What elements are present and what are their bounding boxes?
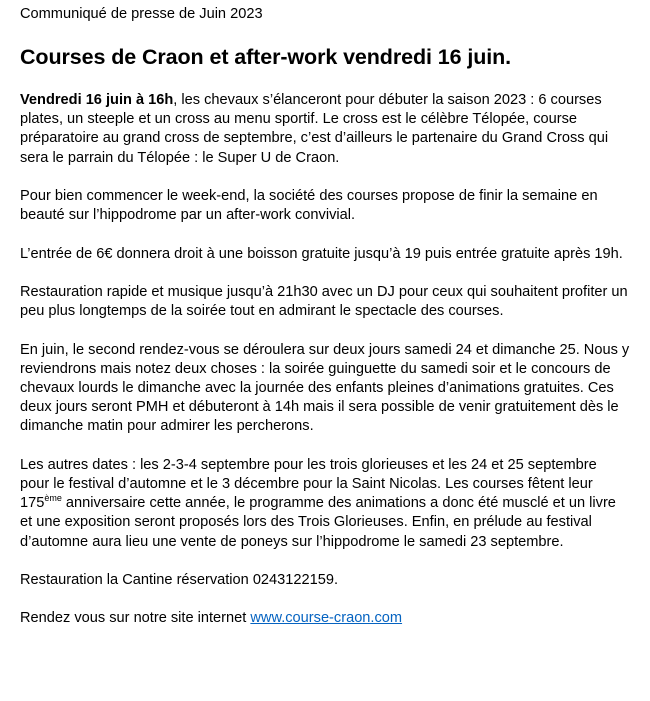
paragraph-vendredi xyxy=(20,91,630,168)
paragraph-vendredi-bold: Vendredi 16 juin à 16h xyxy=(20,92,174,108)
paragraph-autres-dates-part1: Les autres dates : les 2-3-4 septembre pour les trois glorieuses et les 24 et 25 septembre pour le festival d’automne et le 3 décembre pour la Saint Nicolas. Les courses fêtent leur 175 xyxy=(20,456,597,512)
press-release-body xyxy=(20,91,630,629)
paragraph-autres-dates xyxy=(20,456,630,552)
paragraph-restauration-musique: Restauration rapide et musique jusqu’à 21h30 avec un DJ pour ceux qui souhaitent profiter un peu plus longtemps de la soirée tout en admirant le spectacle des courses. xyxy=(20,283,628,320)
paragraph-autres-dates-part2: anniversaire cette année, le programme des animations a donc été musclé et un livre et une exposition seront proposés lors des Trois Glorieuses. Enfin, en prélude au festival d’automne aura lieu une vente de poneys sur l’hippodrome le samedi 23 septembre. xyxy=(20,495,616,550)
website-link[interactable]: www.course-craon.com xyxy=(250,610,403,627)
paragraph-juin: En juin, le second rendez-vous se déroulera sur deux jours samedi 24 et dimanche 25. Nous y reviendrons mais notez deux choses : la soirée guinguette du samedi soir et le concours de chevaux lourds le dimanche avec la journée des enfants pleines d’animations gratuites. Ces deux jours seront PMH et débuteront à 14h mais il sera possible de venir gratuitement dès le dimanche matin pour admirer les percherons. xyxy=(20,341,630,435)
page-title: Courses de Craon et after-work vendredi 16 juin. xyxy=(20,45,512,69)
paragraph-cantine: Restauration la Cantine réservation 0243122159. xyxy=(20,571,339,588)
ordinal-superscript: ème xyxy=(44,493,62,504)
paragraph-vendredi-text: , les chevaux s’élanceront pour débuter la saison 2023 : 6 courses plates, un steeple et un cross au menu sportif. Le cross est le célèbre Télopée, course préparatoire au grand cross de septembre, c’est d’ailleurs le partenaire du Grand Cross qui sera le parrain du Télopée : le Super U de Craon. xyxy=(20,92,609,166)
paragraph-after-work: Pour bien commencer le week-end, la société des courses propose de finir la semaine en beauté sur l’hippodrome par un after-work convivial. xyxy=(20,188,598,224)
site-internet-text: Rendez vous sur notre site internet xyxy=(20,610,251,627)
paragraph-entree: L’entrée de 6€ donnera droit à une boisson gratuite jusqu’à 19 puis entrée gratuite après 19h. xyxy=(20,245,623,262)
press-release-date-header: Communiqué de presse de Juin 2023 xyxy=(20,6,263,22)
paragraph-site-internet xyxy=(20,609,630,628)
